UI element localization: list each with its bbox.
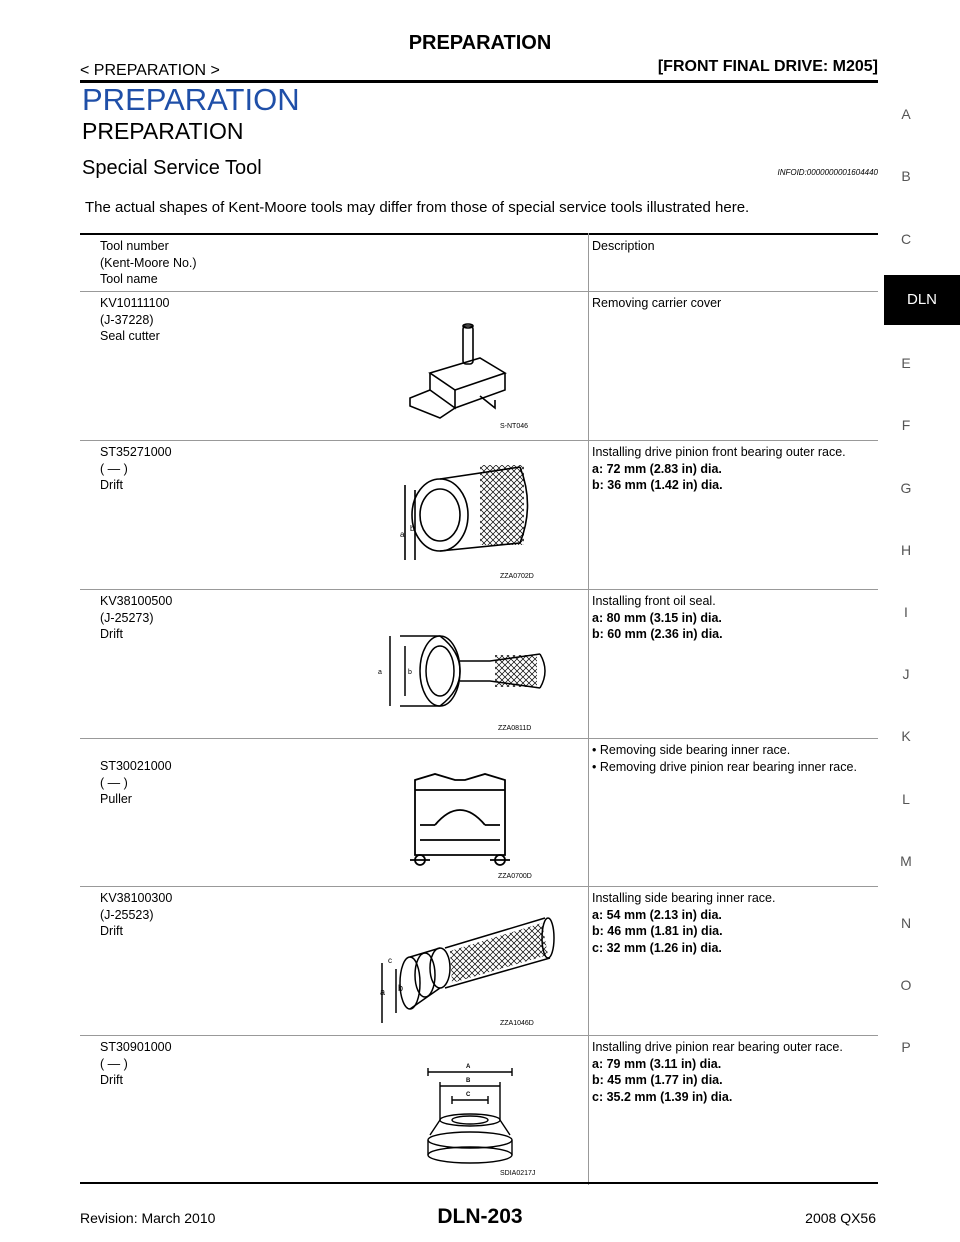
main-heading: PREPARATION: [82, 82, 300, 117]
page-header-title: PREPARATION: [408, 32, 552, 54]
table-top-rule: [80, 233, 878, 235]
kent-moore-number: (J-25523): [100, 907, 154, 922]
tool-number: KV38100500: [100, 594, 173, 608]
puller-illustration: [370, 770, 580, 882]
description-line: Installing side bearing inner race.: [592, 891, 776, 905]
section-heading: Special Service Tool: [82, 157, 262, 179]
tool-row-3-desc: [592, 593, 872, 643]
tool-number: KV38100300: [100, 891, 173, 905]
row-divider: [80, 589, 878, 590]
description-line: Installing drive pinion rear bearing outer race.: [592, 1040, 843, 1054]
label-c: c: [388, 956, 392, 965]
figure-code: ZZA0700D: [498, 873, 532, 880]
tool-number: ST30021000: [100, 759, 172, 773]
tool-row-3-id: [100, 593, 172, 643]
row-divider: [80, 291, 878, 292]
tool-name: Drift: [100, 924, 123, 938]
label-b: B: [466, 1078, 471, 1084]
side-index-g[interactable]: G: [900, 480, 912, 496]
description-line: Installing drive pinion front bearing outer race.: [592, 445, 846, 459]
figure-code: S-NT046: [500, 423, 529, 430]
tool-row-1-desc: [592, 295, 872, 312]
tool-name: Drift: [100, 478, 123, 492]
kent-moore-number: (J-25273): [100, 610, 154, 625]
tool-number: ST35271000: [100, 445, 172, 459]
row-divider: [80, 1035, 878, 1036]
section-breadcrumb: < PREPARATION >: [80, 62, 220, 79]
dimension-line: a: 72 mm (2.83 in) dia.: [592, 461, 722, 476]
header-line: Tool number: [100, 239, 169, 253]
header-description: Description: [592, 239, 655, 253]
figure-code: ZZA0811D: [498, 725, 532, 732]
figure-code: SDIA0217J: [500, 1170, 536, 1177]
figure-code: ZZA0702D: [500, 573, 534, 580]
row-divider: [80, 886, 878, 887]
kent-moore-number: ( — ): [100, 775, 128, 790]
tool-name: Puller: [100, 792, 132, 806]
tool-name: Drift: [100, 1073, 123, 1087]
description-line: Installing front oil seal.: [592, 594, 716, 608]
side-index-i[interactable]: I: [904, 604, 908, 620]
intro-text: The actual shapes of Kent-Moore tools may differ from those of special service tools illustrated here.: [85, 199, 750, 216]
special-service-tool-table: [80, 233, 878, 1185]
row-divider: [80, 738, 878, 739]
description-bullet: • Removing drive pinion rear bearing inner race.: [592, 759, 857, 774]
side-index-b[interactable]: B: [901, 168, 911, 184]
side-index-j[interactable]: J: [902, 666, 910, 682]
tool-row-2-desc: [592, 444, 872, 494]
model-year: 2008 QX56: [805, 1210, 876, 1226]
page-number: DLN-203: [437, 1205, 523, 1228]
kent-moore-number: ( — ): [100, 461, 128, 476]
header-line: Tool name: [100, 272, 158, 286]
side-index-m[interactable]: M: [900, 853, 912, 869]
side-index-f[interactable]: F: [901, 417, 911, 433]
header-tool-number: [100, 238, 197, 288]
dimension-line: b: 60 mm (2.36 in) dia.: [592, 627, 723, 641]
sub-heading: PREPARATION: [82, 118, 244, 144]
tool-row-5-desc: [592, 890, 872, 956]
drift-illustration: [370, 913, 580, 1031]
tool-name: Drift: [100, 627, 123, 641]
tool-row-1-id: [100, 295, 170, 345]
section-subtitle: [FRONT FINAL DRIVE: M205]: [657, 58, 878, 75]
side-index-n[interactable]: N: [900, 915, 912, 931]
dimension-line: b: 36 mm (1.42 in) dia.: [592, 478, 723, 492]
tool-number: KV10111100: [100, 296, 170, 310]
dimension-line: b: 45 mm (1.77 in) dia.: [592, 1073, 723, 1087]
tool-row-4-desc: [592, 742, 872, 775]
header-line: (Kent-Moore No.): [100, 255, 197, 270]
label-b: b: [410, 524, 415, 533]
label-a: a: [380, 987, 386, 997]
label-b: b: [408, 669, 412, 676]
side-index-dln[interactable]: DLN: [884, 275, 960, 325]
info-id: INFOID:0000000001604440: [777, 168, 878, 177]
description-bullet: • Removing side bearing inner race.: [592, 743, 791, 757]
seal-cutter-illustration: [370, 318, 580, 436]
side-index-h[interactable]: H: [900, 542, 912, 558]
drift-illustration: [370, 1060, 580, 1178]
label-a: A: [466, 1064, 471, 1070]
label-c: C: [466, 1092, 471, 1098]
description-line: Removing carrier cover: [592, 296, 722, 310]
tool-row-2-id: [100, 444, 172, 494]
column-separator: [588, 233, 589, 1185]
label-a: a: [378, 669, 382, 676]
drift-illustration: [370, 626, 580, 734]
dimension-line: a: 54 mm (2.13 in) dia.: [592, 907, 722, 922]
dimension-line: a: 80 mm (3.15 in) dia.: [592, 610, 722, 625]
side-index-c[interactable]: C: [900, 231, 912, 247]
figure-code: ZZA1046D: [500, 1020, 534, 1027]
drift-illustration: [370, 465, 580, 585]
row-divider: [80, 440, 878, 441]
side-index-a[interactable]: A: [901, 106, 911, 122]
revision-date: Revision: March 2010: [80, 1210, 216, 1226]
tool-row-4-id: [100, 758, 172, 808]
tool-row-6-id: [100, 1039, 172, 1089]
kent-moore-number: ( — ): [100, 1056, 128, 1071]
footer-divider: [80, 1182, 878, 1184]
tool-name: Seal cutter: [100, 329, 160, 343]
label-a: a: [400, 530, 405, 539]
label-b: b: [398, 983, 404, 993]
side-index-k[interactable]: K: [901, 728, 911, 744]
side-index-p[interactable]: P: [901, 1039, 911, 1055]
dimension-line: c: 32 mm (1.26 in) dia.: [592, 940, 722, 955]
side-index-e[interactable]: E: [901, 355, 911, 371]
dimension-line: a: 79 mm (3.11 in) dia.: [592, 1056, 722, 1071]
tool-number: ST30901000: [100, 1040, 172, 1054]
tool-row-5-id: [100, 890, 172, 940]
kent-moore-number: (J-37228): [100, 312, 154, 327]
side-index-l[interactable]: L: [902, 791, 910, 807]
tool-row-6-desc: [592, 1039, 872, 1105]
dimension-line: b: 46 mm (1.81 in) dia.: [592, 924, 723, 938]
dimension-line: c: 35.2 mm (1.39 in) dia.: [592, 1089, 733, 1104]
side-index-o[interactable]: O: [900, 977, 912, 993]
